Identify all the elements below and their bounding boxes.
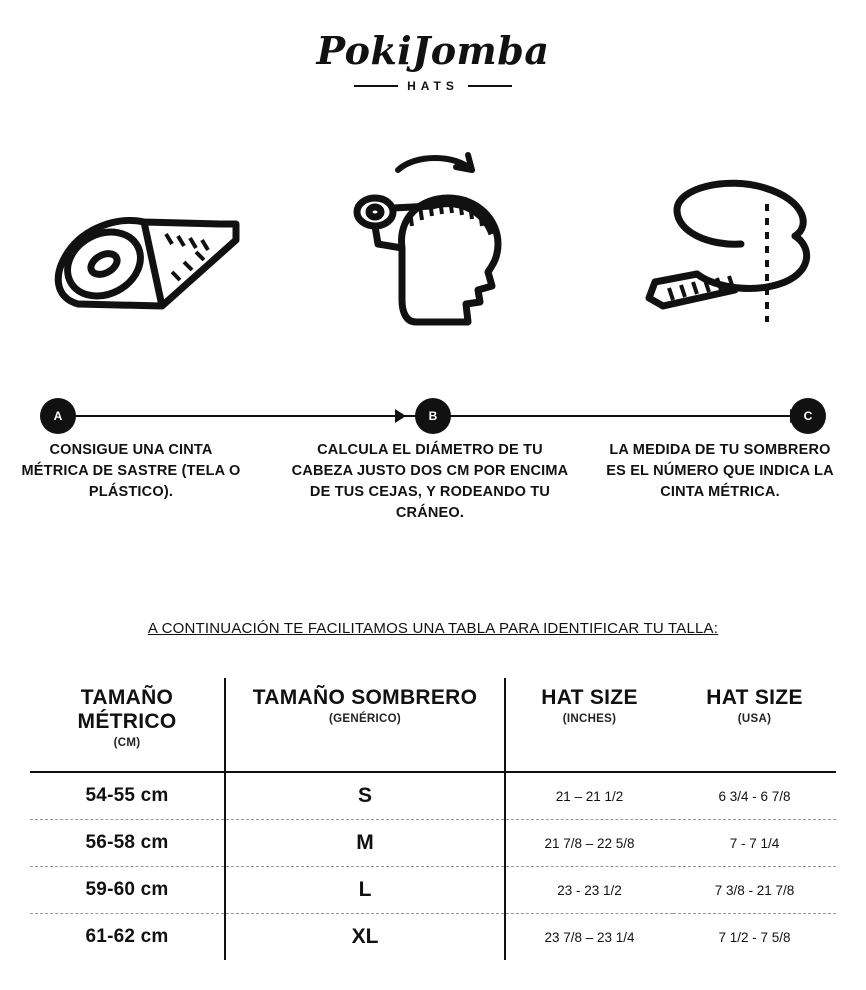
steps-text-row <box>0 440 866 560</box>
step-marker-a: A <box>40 398 76 434</box>
size-table <box>30 678 836 960</box>
brand-subtitle: HATS <box>407 79 459 93</box>
cell-usa: 7 1/2 - 7 5/8 <box>718 929 791 945</box>
arrow-head-b-icon <box>395 409 406 423</box>
header-generic-sub: (GENÉRICO) <box>329 713 401 726</box>
cell-size: XL <box>225 914 505 961</box>
table-row <box>30 820 836 867</box>
header-metric-main: TAMAÑO MÉTRICO <box>77 686 177 734</box>
header-usa-sub: (USA) <box>737 713 772 726</box>
illustration-b <box>310 130 560 380</box>
header-generic-main: TAMAÑO SOMBRERO <box>252 686 478 709</box>
step-text-c: LA MEDIDA DE TU SOMBRERO ES EL NÚMERO QUE INDICA LA CINTA MÉTRICA. <box>606 442 834 501</box>
step-marker-c: C <box>790 398 826 434</box>
brand-logo <box>0 28 866 93</box>
cell-size: M <box>225 820 505 867</box>
head-measuring-icon <box>320 140 550 370</box>
table-header-row <box>30 678 836 772</box>
cell-metric: 61-62 cm <box>30 914 225 961</box>
cell-usa: 6 3/4 - 6 7/8 <box>673 772 836 820</box>
cell-usa: 7 - 7 1/4 <box>673 820 836 867</box>
header-metric <box>30 678 225 772</box>
header-hat-size-generic <box>225 678 505 772</box>
header-metric-sub: (CM) <box>113 737 141 750</box>
cell-inches: 23 7/8 – 23 1/4 <box>544 929 635 945</box>
header-hat-size-usa <box>673 678 836 772</box>
header-inches-main: HAT SIZE <box>541 686 638 709</box>
table-intro-text: A CONTINUACIÓN TE FACILITAMOS UNA TABLA PARA IDENTIFICAR TU TALLA: <box>147 620 719 637</box>
tape-measure-roll-icon <box>40 180 240 330</box>
step-text-a: CONSIGUE UNA CINTA MÉTRICA DE SASTRE (TELA O PLÁSTICO). <box>21 442 241 501</box>
size-table-head <box>30 678 836 772</box>
illustration-a <box>30 130 250 380</box>
logo-rule-left <box>354 85 398 87</box>
cell-size: S <box>225 772 505 820</box>
step-marker-b: B <box>415 398 451 434</box>
logo-rule-right <box>468 85 512 87</box>
table-row <box>30 772 836 820</box>
cell-metric: 59-60 cm <box>30 867 225 914</box>
brand-name: PokiJomba <box>316 28 550 73</box>
cell-inches: 21 – 21 1/2 <box>505 772 673 820</box>
step-text-b: CALCULA EL DIÁMETRO DE TU CABEZA JUSTO DOS CM POR ENCIMA DE TUS CEJAS, Y RODEANDO TU CRÁNEO. <box>291 442 569 522</box>
tape-measure-loop-icon <box>635 170 845 340</box>
table-row <box>30 914 836 961</box>
cell-inches: 21 7/8 – 22 5/8 <box>505 820 673 867</box>
brand-subtitle-group <box>354 79 512 93</box>
cell-size: L <box>225 867 505 914</box>
cell-metric: 54-55 cm <box>30 772 225 820</box>
header-hat-size-inches <box>505 678 673 772</box>
cell-metric: 56-58 cm <box>30 820 225 867</box>
size-table-body <box>30 772 836 960</box>
illustration-c <box>630 130 850 380</box>
illustration-row <box>0 130 866 380</box>
table-row <box>30 867 836 914</box>
cell-usa: 7 3/8 - 21 7/8 <box>673 867 836 914</box>
header-inches-sub: (INCHES) <box>562 713 617 726</box>
header-usa-main: HAT SIZE <box>706 686 803 709</box>
steps-progress <box>40 398 826 438</box>
cell-inches: 23 - 23 1/2 <box>505 867 673 914</box>
